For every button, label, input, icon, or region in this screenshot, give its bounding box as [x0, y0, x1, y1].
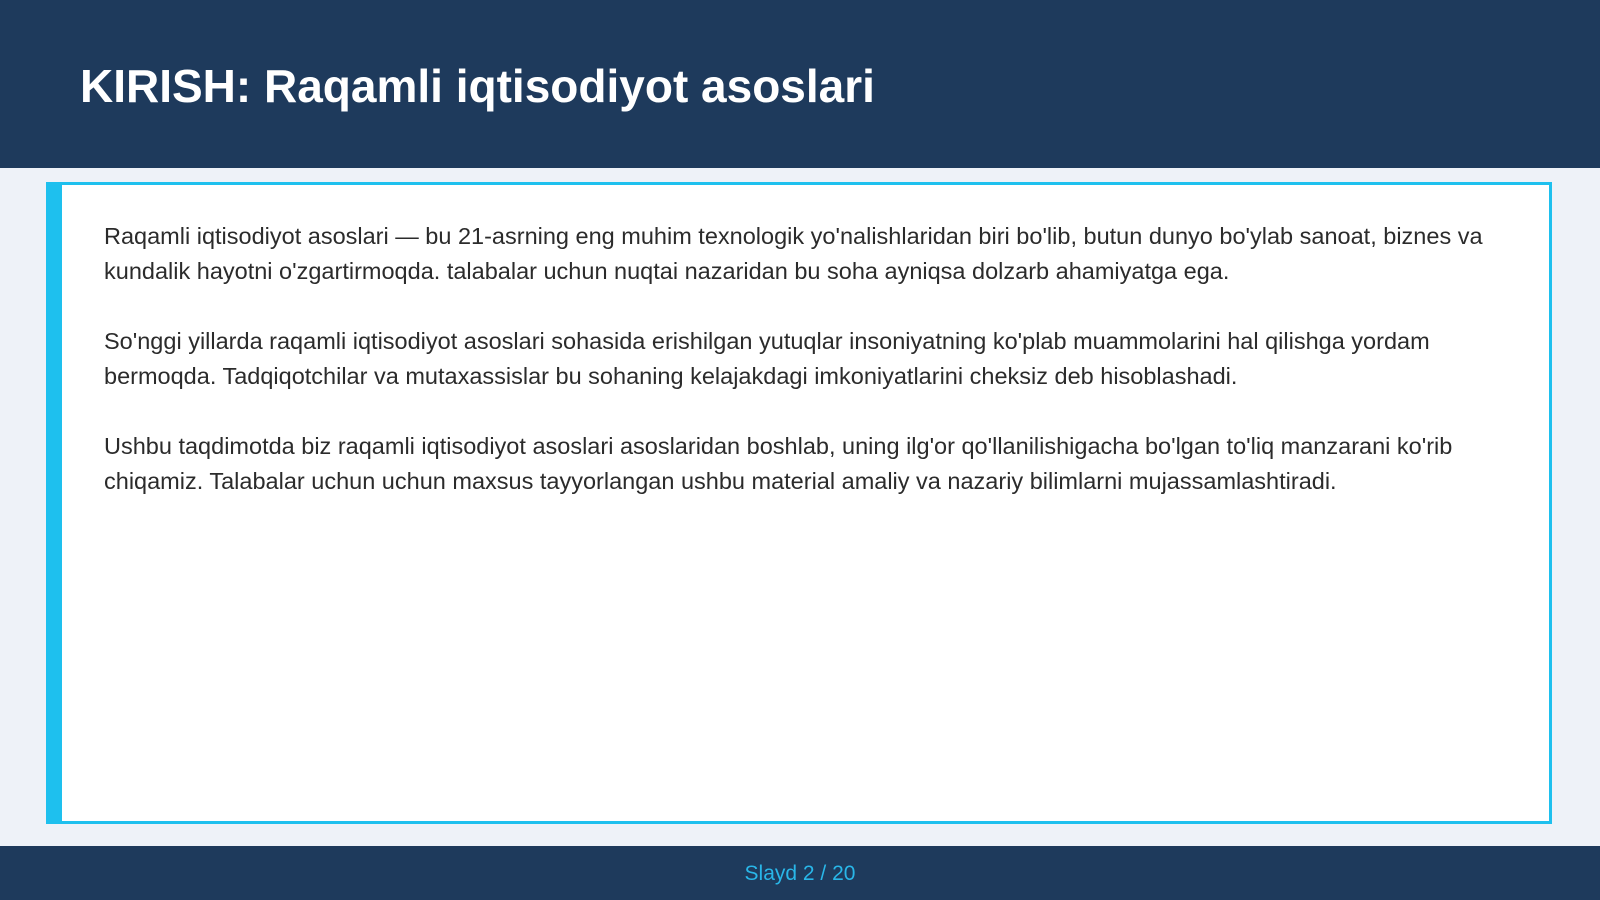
body-text [104, 219, 1504, 534]
content-box [46, 182, 1552, 824]
paragraph-achievements: So'nggi yillarda raqamli iqtisodiyot asoslari sohasida erishilgan yutuqlar insoniyatning ko'plab muammolarini hal qilishga yordam bermoqda. Tadqiqotchilar va mutaxassislar bu sohaning kelajakdagi imkoniyatlarini cheksiz deb hisoblashadi. [104, 328, 1430, 389]
paragraph-overview: Ushbu taqdimotda biz raqamli iqtisodiyot asoslari asoslaridan boshlab, uning ilg'or qo'llanilishigacha bo'lgan to'liq manzarani ko'rib chiqamiz. Talabalar uchun uchun maxsus tayyorlangan ushbu material amaliy va nazariy bilimlarni mujassamlashtiradi. [104, 433, 1453, 494]
paragraph-intro: Raqamli iqtisodiyot asoslari — bu 21-asrning eng muhim texnologik yo'nalishlaridan biri bo'lib, butun dunyo bo'ylab sanoat, biznes va kundalik hayotni o'zgartirmoqda. talabalar uchun nuqtai nazaridan bu soha ayniqsa dolzarb ahamiyatga ega. [104, 223, 1483, 284]
slide-counter: Slayd 2 / 20 [744, 862, 856, 885]
slide-title: KIRISH: Raqamli iqtisodiyot asoslari [80, 60, 875, 112]
slide-footer [0, 846, 1600, 900]
slide-header [0, 0, 1600, 168]
